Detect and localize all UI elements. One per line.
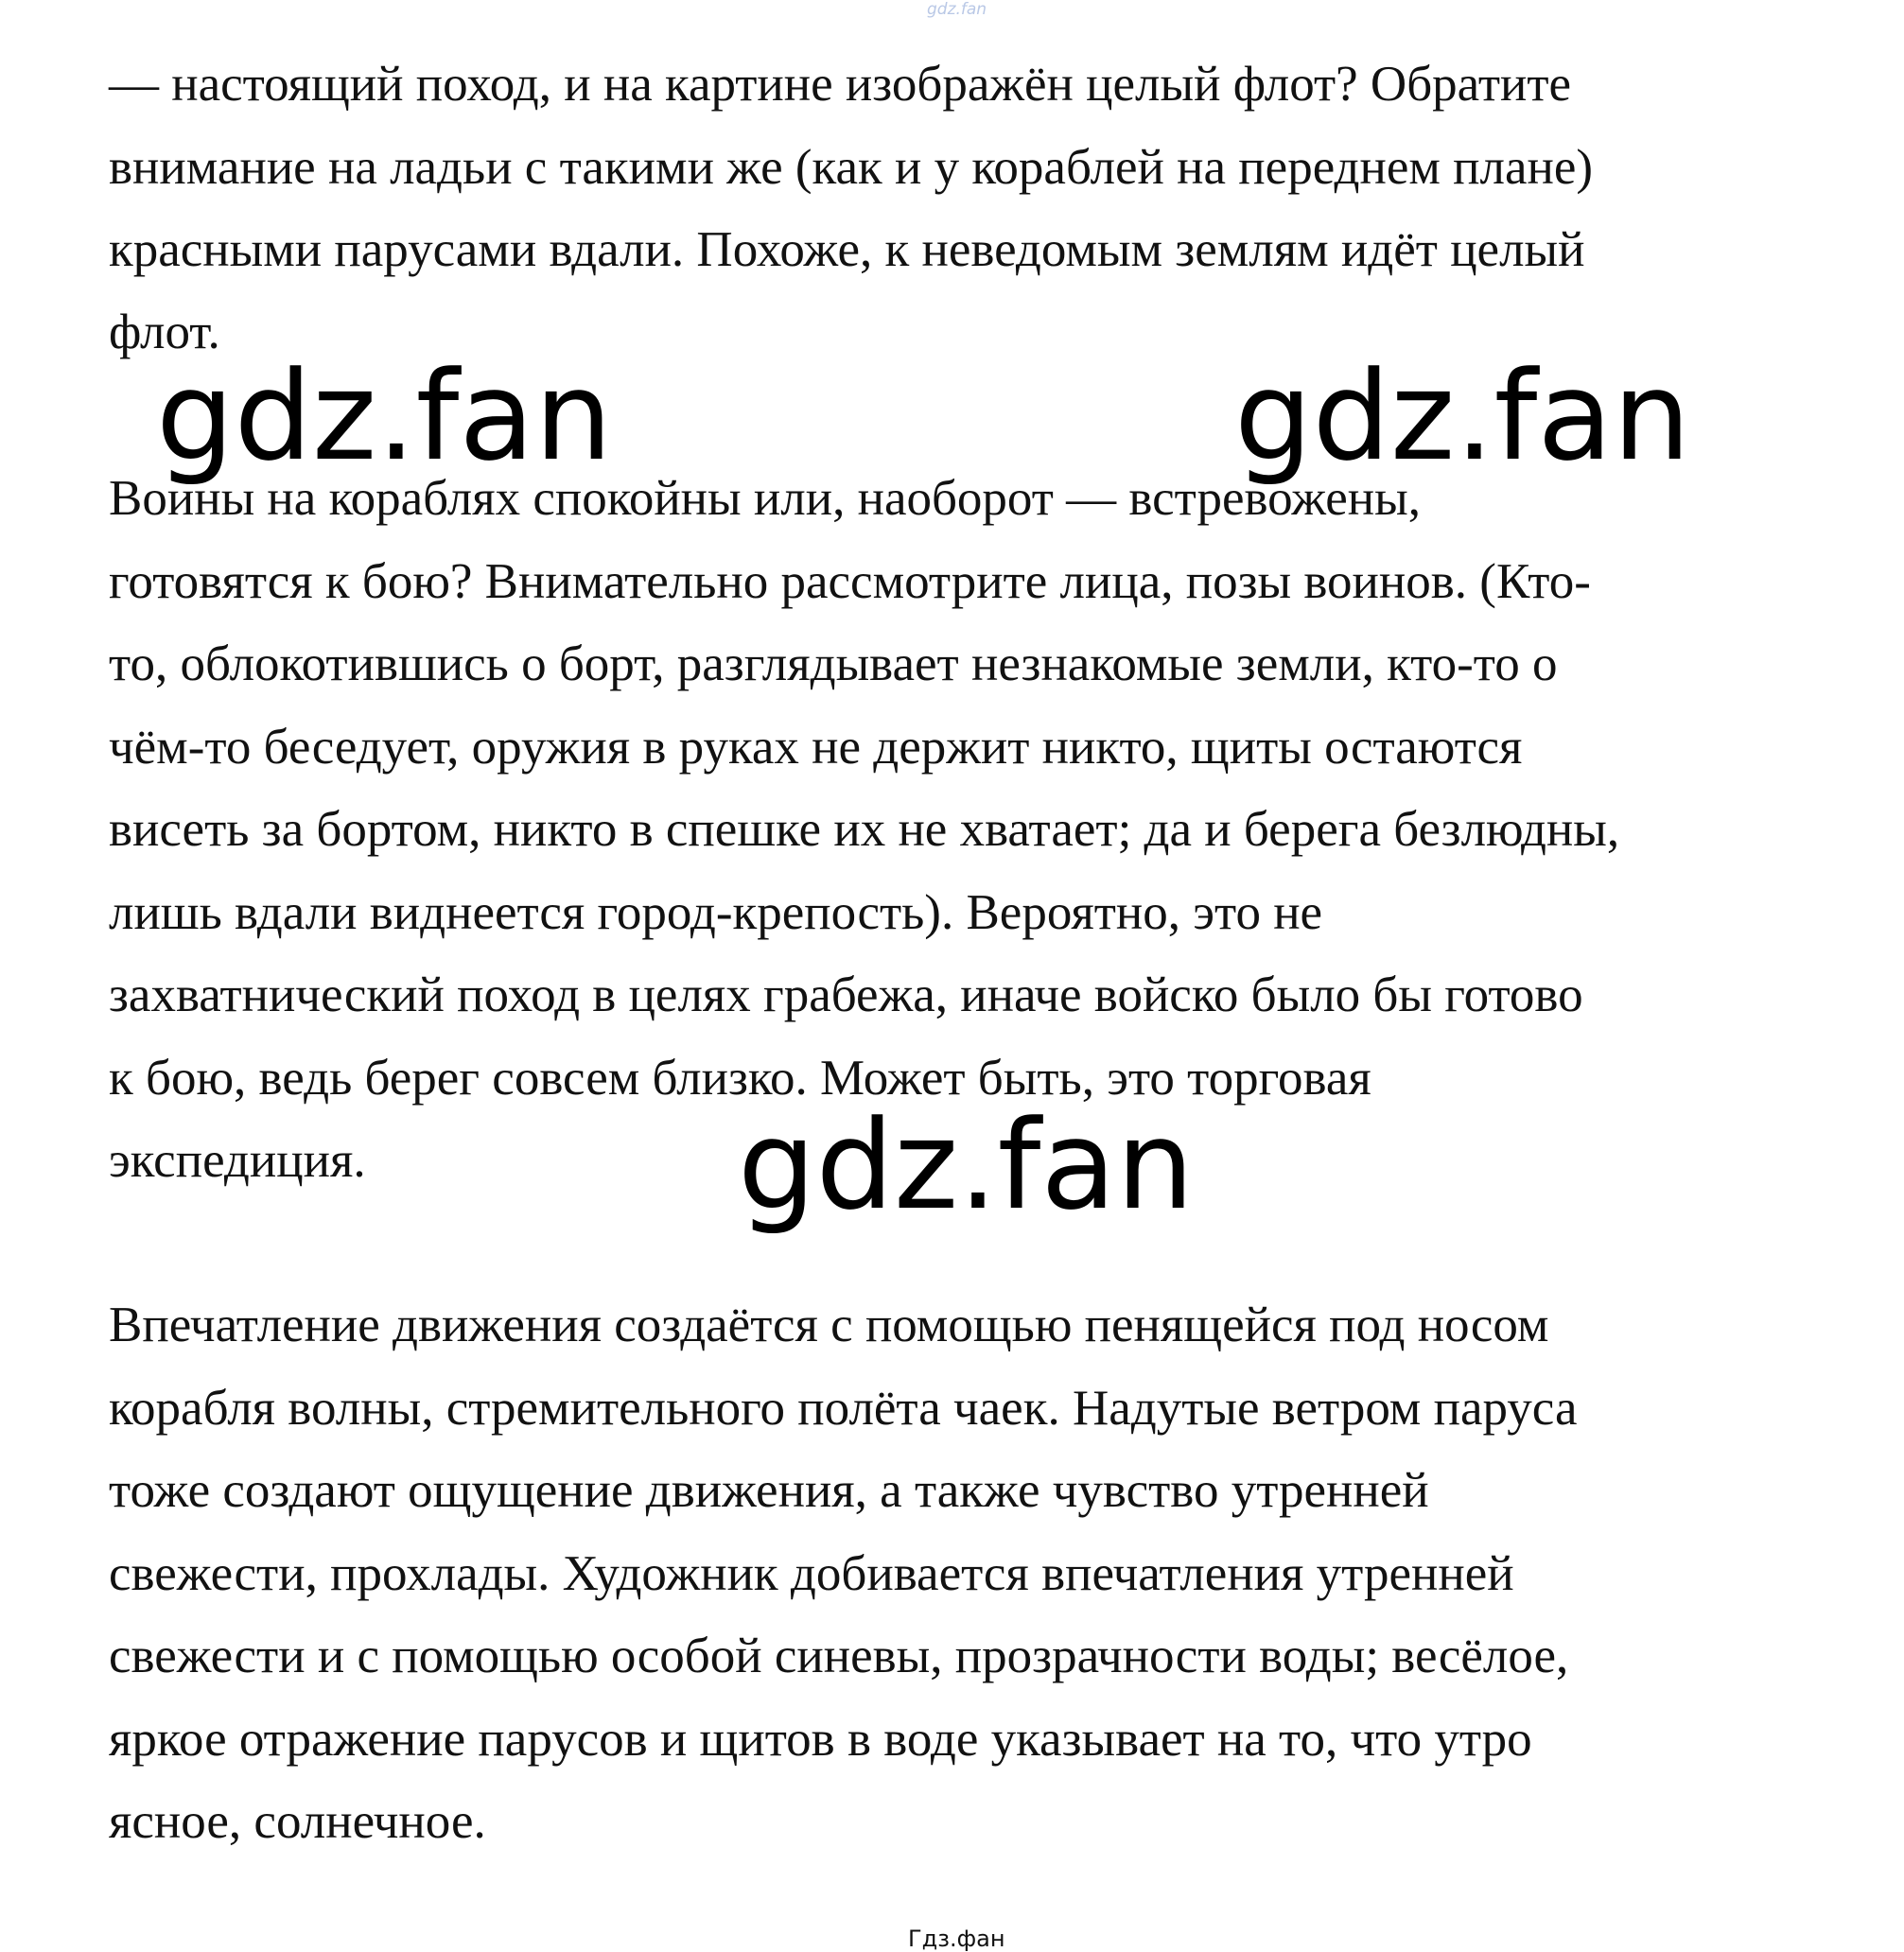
text-line: лишь вдали виднеется город-крепость). Вероятно, это не [109,885,1323,940]
text-line: Воины на кораблях спокойны или, наоборот — встревожены, [109,471,1421,526]
text-line: внимание на ладьи с такими же (как и у кораблей на переднем плане) [109,140,1594,195]
text-line: Впечатление движения создаётся с помощью пенящейся под носом [109,1298,1549,1352]
text-line: свежести и с помощью особой синевы, прозрачности воды; весёлое, [109,1629,1569,1683]
text-line: экспедиция. [109,1133,366,1188]
text-line: яркое отражение парусов и щитов в воде указывает на то, что утро [109,1712,1532,1767]
footer-site-name: Гдз.фан [908,1926,1005,1952]
text-line: висеть за бортом, никто в спешке их не хватает; да и берега безлюдны, [109,802,1620,857]
text-line: готовятся к бою? Внимательно рассмотрите лица, позы воинов. (Кто- [109,554,1591,609]
text-line: флот. [109,305,220,359]
text-line: то, облокотившись о борт, разглядывает незнакомые земли, кто-то о [109,636,1558,691]
watermark: gdz.fan [1234,344,1691,488]
text-line: красными парусами вдали. Похоже, к неведомым землям идёт целый [109,222,1585,277]
watermark: gdz.fan [156,344,613,488]
text-line: к бою, ведь берег совсем близко. Может быть, это торговая [109,1051,1371,1106]
text-line: свежести, прохлады. Художник добивается впечатления утренней [109,1546,1514,1601]
text-line: захватнический поход в целях грабежа, иначе войско было бы готово [109,967,1583,1022]
watermark: gdz.fan [738,1093,1195,1237]
text-line: ясное, солнечное. [109,1794,486,1849]
text-line: корабля волны, стремительного полёта чаек. Надутые ветром паруса [109,1381,1578,1436]
header-watermark: gdz.fan [927,0,987,19]
text-line: тоже создают ощущение движения, а также чувство утренней [109,1463,1429,1518]
text-line: чём-то беседует, оружия в руках не держит никто, щиты остаются [109,720,1523,775]
text-line: — настоящий поход, и на картине изображён целый флот? Обратите [109,57,1572,112]
